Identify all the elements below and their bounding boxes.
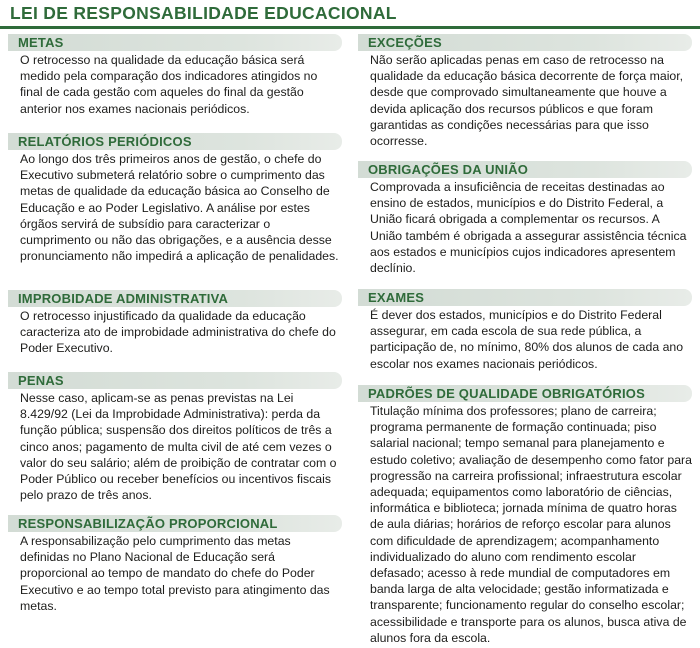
section-text: É dever dos estados, municípios e do Distrito Federal assegurar, em cada escola de sua rede pública, a participação de, no mínimo, 80% dos alunos de cada ano escolar nos exames nacionais periódicos. <box>370 308 684 371</box>
section-improbidade-administrativa <box>8 290 342 357</box>
section-text: Titulação mínima dos professores; plano de carreira; programa permanente de formação continuada; piso salarial nacional; tempo semanal para planejamento e estudo coletivo; avaliação de desempenho como fator para progressão na carreira profissional; infraestrutura escolar adequada; equipamentos como laboratório de ciências, informática e biblioteca; jornada mínima de quatro horas de aula diárias; horários de reforço escolar para alunos com dificuldade de aprendizagem; acompanhamento individualizado do aluno com rendimento escolar defasado; acesso à rede mundial de computadores em banda larga de alta velocidade; gestão informatizada e transparente; funcionamento regular do conselho escolar; acessibilidade e transporte para os alunos, busca ativa de alunos fora da escola. <box>370 404 692 645</box>
section-heading: OBRIGAÇÕES DA UNIÃO <box>368 162 529 177</box>
section-heading: PENAS <box>18 373 64 388</box>
section-text: Não serão aplicadas penas em caso de retrocesso na qualidade da educação básica decorrente de força maior, desde que comprovado simultaneamente que houve a devida aplicação dos recursos públicos e que foram garantidas as condições necessárias para que isso ocorresse. <box>370 53 684 149</box>
title-divider <box>0 26 700 29</box>
section-heading: EXCEÇÕES <box>368 35 442 50</box>
section-header <box>358 161 692 178</box>
section-relatorios-periodicos <box>8 133 342 264</box>
section-text: A responsabilização pelo cumprimento das metas definidas no Plano Nacional de Educação será proporcional ao tempo de mandato do chefe do Poder Executivo e ao tempo total previsto para atingimento das metas. <box>20 534 330 613</box>
section-heading: EXAMES <box>368 290 425 305</box>
section-penas <box>8 372 342 503</box>
section-text: Ao longo dos três primeiros anos de gestão, o chefe do Executivo submeterá relatório sobre o cumprimento das metas de qualidade da educação básica ao Conselho de Educação e ao Poder Legislativo. A análise por estes órgãos servirá de subsídio para caracterizar o cumprimento ou não das obrigações, e a ausência desse pronunciamento não impedirá a aplicação de penalidades. <box>20 152 339 264</box>
page-title: LEI DE RESPONSABILIDADE EDUCACIONAL <box>10 3 397 23</box>
section-header <box>358 34 692 51</box>
section-padroes-de-qualidade <box>358 385 692 646</box>
section-header <box>8 34 342 51</box>
section-header <box>358 385 692 402</box>
section-header <box>8 290 342 307</box>
section-header <box>358 289 692 306</box>
section-text: O retrocesso injustificado da qualidade da educação caracteriza ato de improbidade administrativa do chefe do Poder Executivo. <box>20 309 336 356</box>
section-excecoes <box>358 34 692 149</box>
section-heading: RESPONSABILIZAÇÃO PROPORCIONAL <box>18 516 278 531</box>
section-responsabilizacao-proporcional <box>8 515 342 614</box>
section-metas <box>8 34 342 117</box>
section-text: Comprovada a insuficiência de receitas destinadas ao ensino de estados, municípios e do Distrito Federal, a União ficará obrigada a complementar os recursos. A União também é obrigada a assegurar assistência técnica aos estados e municípios cujos indicadores apresentem declínio. <box>370 180 687 276</box>
section-header <box>8 372 342 389</box>
section-text: O retrocesso na qualidade da educação básica será medido pela comparação dos indicadores atingidos no final de cada gestão com aqueles do final da gestão anterior nos exames nacionais periódicos. <box>20 53 318 116</box>
section-text: Nesse caso, aplicam-se as penas previstas na Lei 8.429/92 (Lei da Improbidade Administrativa): perda da função pública; suspensão dos direitos políticos de três a cinco anos; pagamento de multa civil de até cem vezes o valor do seu salário; além de proibição de contratar com o Poder Público ou receber benefícios ou incentivos fiscais pelo prazo de três anos. <box>20 391 337 503</box>
section-heading: PADRÕES DE QUALIDADE OBRIGATÓRIOS <box>368 386 645 401</box>
section-exames <box>358 289 692 372</box>
section-obrigacoes-da-uniao <box>358 161 692 276</box>
title-bar <box>0 0 700 28</box>
section-header <box>8 133 342 150</box>
section-heading: METAS <box>18 35 64 50</box>
section-heading: RELATÓRIOS PERIÓDICOS <box>18 134 192 149</box>
section-heading: IMPROBIDADE ADMINISTRATIVA <box>18 291 229 306</box>
section-header <box>8 515 342 532</box>
